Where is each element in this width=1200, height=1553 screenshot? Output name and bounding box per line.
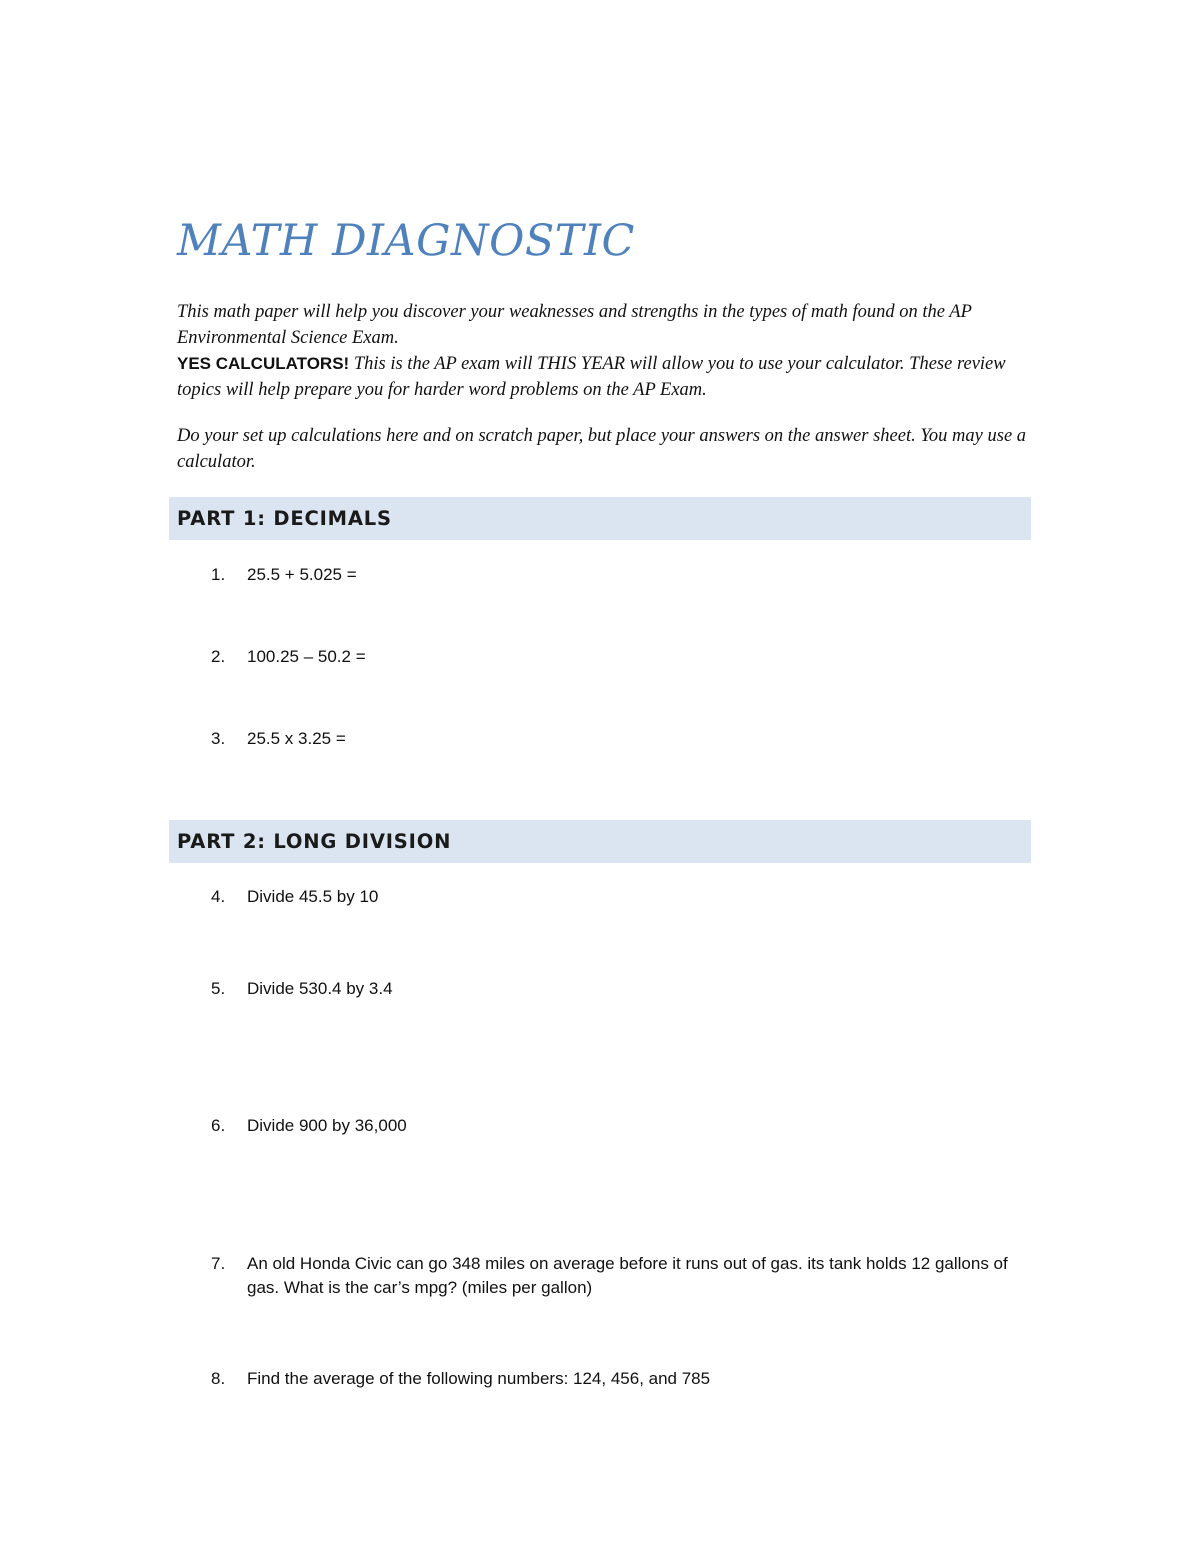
question-number: 3.	[211, 729, 226, 748]
question-text: An old Honda Civic can go 348 miles on average before it runs out of gas. its tank holds 12 gallons of gas. What is the car’s mpg? (miles per gallon)	[247, 1254, 1008, 1297]
question-number: 8.	[211, 1369, 226, 1388]
question-item	[205, 563, 1025, 587]
section-title: PART 1: DECIMALS	[177, 507, 392, 530]
question-item	[205, 1367, 1025, 1391]
question-text: 25.5 + 5.025 =	[247, 565, 357, 584]
question-text: Divide 530.4 by 3.4	[247, 979, 393, 998]
section-title: PART 2: LONG DIVISION	[177, 830, 452, 853]
instructions-paragraph: Do your set up calculations here and on scratch paper, but place your answers on the answer sheet. You may use a calculator.	[177, 426, 1027, 472]
question-number: 6.	[211, 1116, 226, 1135]
question-text: 25.5 x 3.25 =	[247, 729, 346, 748]
question-number: 1.	[211, 565, 226, 584]
question-item	[205, 885, 1025, 909]
question-item	[205, 645, 1025, 669]
page-title: MATH DIAGNOSTIC	[177, 216, 635, 266]
question-text: Find the average of the following numbers: 124, 456, and 785	[247, 1369, 711, 1388]
question-text: Divide 900 by 36,000	[247, 1116, 407, 1135]
question-text: Divide 45.5 by 10	[247, 887, 379, 906]
intro-paragraph	[177, 299, 1027, 403]
question-number: 2.	[211, 647, 226, 666]
section-header-decimals	[169, 497, 1031, 540]
question-item	[205, 1252, 1025, 1300]
intro-text: This math paper will help you discover your weaknesses and strengths in the types of math found on the AP Environmental Science Exam.	[177, 302, 972, 348]
question-number: 5.	[211, 979, 226, 998]
question-item	[205, 977, 1025, 1001]
question-number: 4.	[211, 887, 226, 906]
calculator-notice-text: This is the AP exam will THIS YEAR will allow you to use your calculator. These review topics will help prepare you for harder word problems on the AP Exam.	[177, 354, 1006, 400]
question-number: 7.	[211, 1254, 226, 1273]
question-text: 100.25 – 50.2 =	[247, 647, 366, 666]
calculator-notice-label: YES CALCULATORS!	[177, 354, 350, 373]
section-header-long-division	[169, 820, 1031, 863]
question-item	[205, 1114, 1025, 1138]
question-item	[205, 727, 1025, 751]
